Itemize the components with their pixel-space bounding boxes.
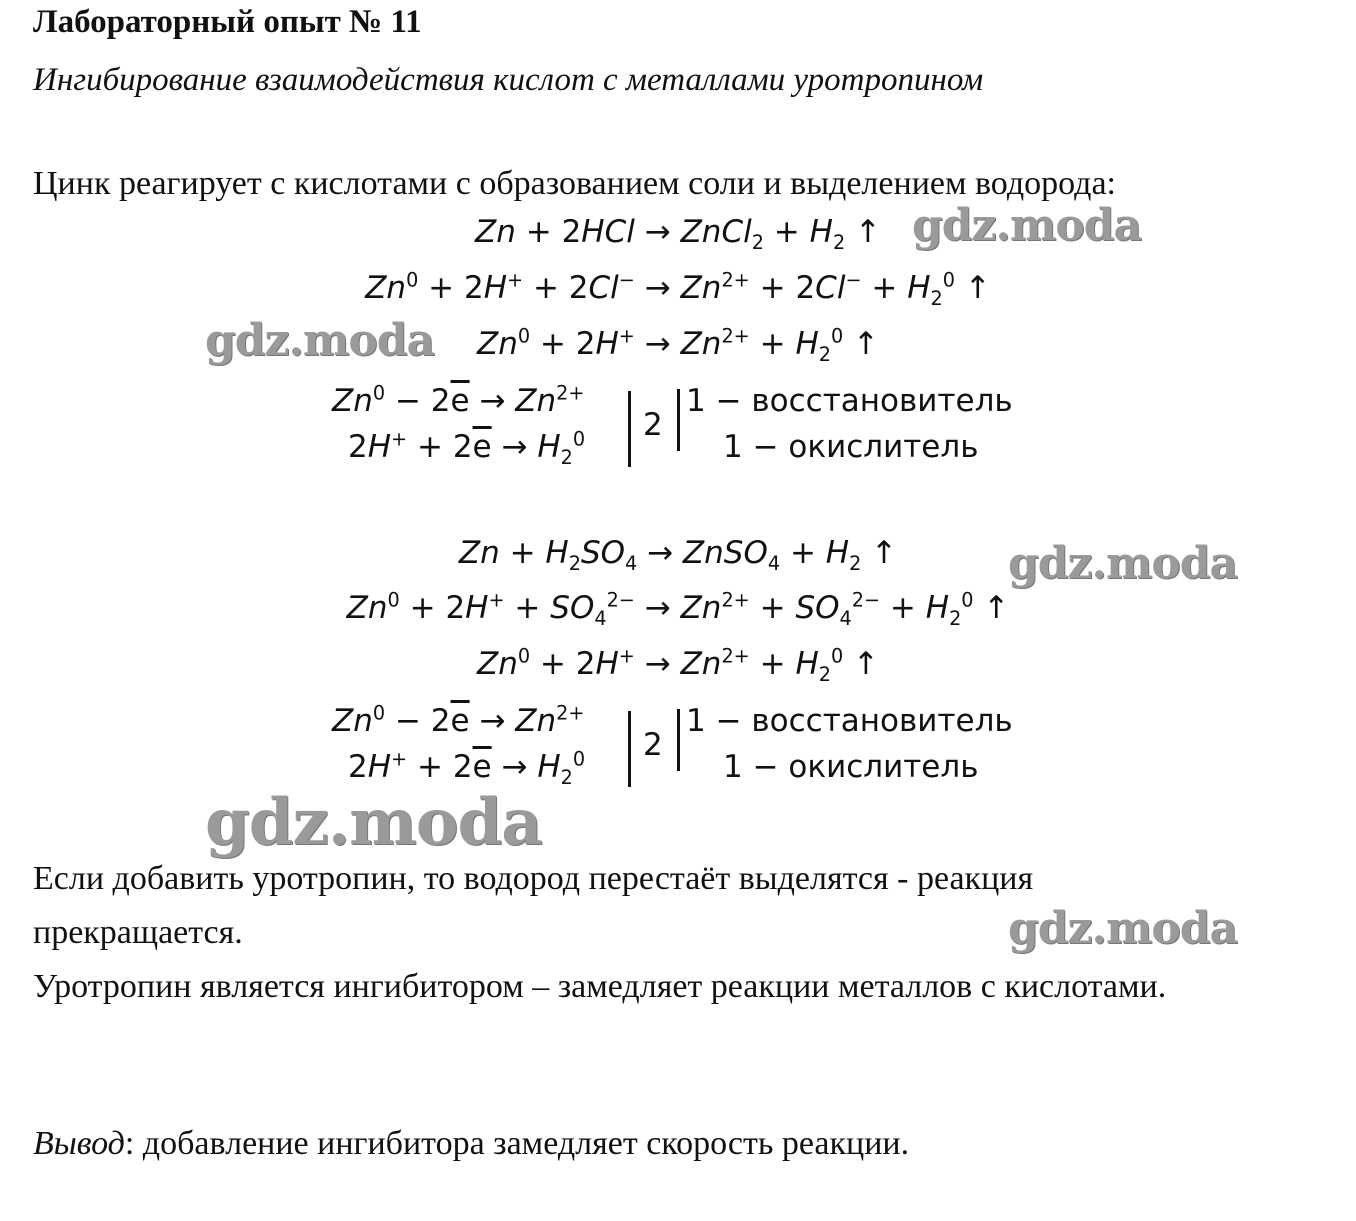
reduction-half-reaction: $2H^+ + 2\overline{e} \to H_2^0$ — [348, 747, 586, 790]
watermark: gdz.moda — [205, 315, 435, 366]
equation-h2so4-full-ionic: $Zn^0 + 2H^+ + SO_4^{2-} \to Zn^{2+} + SO_4^{2-} + H_2^0$ ↑ — [346, 588, 1010, 631]
page-title: Лабораторный опыт № 11 — [33, 4, 422, 40]
oxidation-half-reaction: $Zn^0 - 2\overline{e} \to Zn^{2+}$ — [332, 701, 585, 739]
equation-h2so4-short-ionic: $Zn^0 + 2H^+ \to Zn^{2+} + H_2^0$ ↑ — [476, 644, 880, 687]
watermark: gdz.moda — [1008, 538, 1238, 589]
paragraph-inhibitor-definition: Уротропин является ингибитором – замедляет реакции металлов с кислотами. — [33, 968, 1167, 1005]
equation-hcl-short-ionic: $Zn^0 + 2H^+ \to Zn^{2+} + H_2^0$ ↑ — [476, 324, 880, 367]
conclusion — [33, 1117, 1323, 1171]
balance-coefficient: 2 — [643, 407, 663, 443]
balance-coefficient: 2 — [643, 727, 663, 763]
reducer-label: 1 − восстановитель — [686, 703, 1013, 739]
watermark: gdz.moda — [1008, 903, 1238, 954]
conclusion-label: Вывод — [33, 1125, 125, 1162]
oxidizer-label: 1 − окислитель — [723, 429, 979, 465]
equation-h2so4-molecular: $Zn + H_2SO_4$ → ZnSO$_4$ + $H_2$ ↑ — [458, 535, 898, 576]
electron-balance-hcl — [332, 383, 1052, 478]
equation-hcl-full-ionic: $Zn^0 + 2H^+ + 2Cl^- \to Zn^{2+} + 2Cl^- + H_2^0$ ↑ — [365, 268, 991, 311]
oxidizer-label: 1 − окислитель — [723, 749, 979, 785]
paragraph-inhibitor-effect: Если добавить уротропин, то водород перестаёт выделятся - реакция прекращается. — [33, 860, 1034, 951]
intro-text: Цинк реагирует с кислотами с образованием соли и выделением водорода: — [33, 165, 1116, 202]
equation-hcl-molecular: Zn + 2HCl → ZnCl$_2$ + $H_2$ ↑ — [475, 214, 881, 255]
experiment-subtitle: Ингибирование взаимодействия кислот с металлами уротропином — [33, 62, 984, 98]
electron-balance-h2so4 — [332, 703, 1052, 798]
watermark: gdz.moda — [912, 200, 1142, 251]
oxidation-half-reaction: $Zn^0 - 2\overline{e} \to Zn^{2+}$ — [332, 381, 585, 419]
watermark: gdz.moda — [205, 785, 542, 860]
reducer-label: 1 − восстановитель — [686, 383, 1013, 419]
reduction-half-reaction: $2H^+ + 2\overline{e} \to H_2^0$ — [348, 427, 586, 470]
conclusion-text: : добавление ингибитора замедляет скорость реакции. — [124, 1125, 910, 1162]
